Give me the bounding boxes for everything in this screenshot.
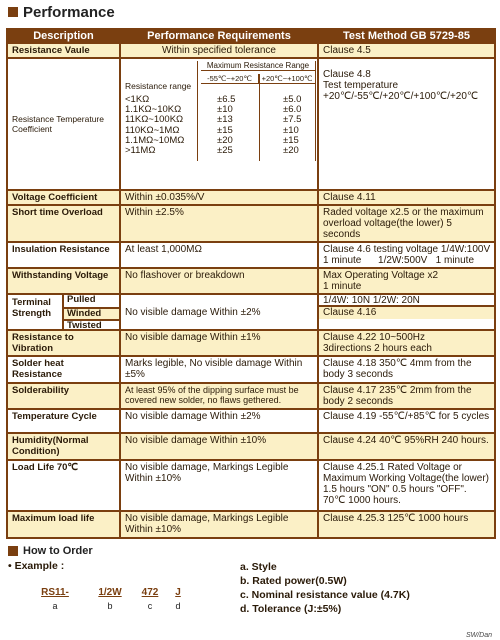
row-name: Solderability xyxy=(7,383,120,409)
table-row xyxy=(7,511,495,538)
row-name: Voltage Coefficient xyxy=(7,190,120,205)
row-name: Humidity(Normal Condition) xyxy=(7,433,120,460)
row-requirement: No visible damage Within ±2% xyxy=(120,294,318,330)
code-letter: b xyxy=(107,601,113,611)
code-part-text: RS11- xyxy=(41,587,69,598)
row-test: Clause 4.5 xyxy=(318,43,495,58)
high-temp-item: ±15 xyxy=(283,134,299,146)
row-test: Raded voltage x2.5 or the maximum overload voltage(the lower) 5 seconds xyxy=(318,205,495,242)
row-requirement: At least 95% of the dipping surface must be covered new solder, no flaws gethered. xyxy=(120,383,318,409)
table-row xyxy=(7,460,495,511)
table-row xyxy=(7,294,495,330)
row-test: Clause 4.25.1 Rated Voltage or Maximum Working Voltage(the lower) 1.5 hours "ON" 0.5 hours "OFF". 70℃ 1000 hours. xyxy=(318,460,495,511)
row-requirement: Within ±2.5% xyxy=(120,205,318,242)
max-range-head: Maximum Resistance Range xyxy=(201,61,315,71)
row-test: Clause 4.19 -55℃/+85℃ for 5 cycles xyxy=(318,409,495,433)
row-name: Terminal Strength xyxy=(12,297,52,319)
legend-item: d. Tolerance (J:±5%) xyxy=(240,603,342,615)
row-test: Clause 4.24 40℃ 95%RH 240 hours. xyxy=(318,433,495,460)
table-row xyxy=(7,190,495,205)
row-name: Resistance Vaule xyxy=(7,43,120,58)
low-temp-item: ±25 xyxy=(217,145,233,157)
code-part-text: 472 xyxy=(141,587,159,598)
table-row xyxy=(7,433,495,460)
row-test: Clause 4.25.3 125℃ 1000 hours xyxy=(318,511,495,538)
code-part-style xyxy=(40,587,70,611)
low-temp-item: ±10 xyxy=(217,104,233,116)
example-label: • Example : xyxy=(8,560,65,572)
row-test: Clause 4.18 350℃ 4mm from the body 3 seconds xyxy=(318,356,495,383)
row-test: Clause 4.6 testing voltage 1/4W:100V 1 minute 1/2W:500V 1 minute xyxy=(318,242,495,268)
low-temp-item: ±20 xyxy=(217,134,233,146)
terminal-sub-pulled: Pulled xyxy=(62,295,119,307)
temp-coeff-subtable xyxy=(120,58,318,190)
section-bullet-icon xyxy=(8,7,18,17)
range-item: 1.1KΩ~10KΩ xyxy=(125,104,182,116)
performance-heading xyxy=(8,3,115,21)
low-temp-item: ±6.5 xyxy=(217,94,236,105)
terminal-test-cell xyxy=(318,294,495,330)
header-test-method: Test Method GB 5729-85 xyxy=(318,29,495,43)
code-part-resistance xyxy=(135,587,165,611)
code-part-text: 1/2W xyxy=(98,587,122,598)
code-letter: c xyxy=(147,601,153,611)
code-part-power xyxy=(95,587,125,611)
row-name: Temperature Cycle xyxy=(7,409,120,433)
row-requirement: No visible damage Within ±2% xyxy=(120,409,318,433)
row-name: Short time Overload xyxy=(7,205,120,242)
divider xyxy=(259,74,260,161)
sub-head-low: -55℃~+20℃ xyxy=(201,74,259,84)
low-temp-item: ±13 xyxy=(217,114,233,126)
terminal-sub-winded: Winded xyxy=(62,307,119,319)
row-requirement: No visible damage, Markings Legible Within ±10% xyxy=(120,511,318,538)
header-requirements: Performance Requirements xyxy=(120,29,318,43)
row-requirement: No visible damage Within ±10% xyxy=(120,433,318,460)
range-item: 11KΩ~100KΩ xyxy=(125,114,184,126)
row-name: Solder heat Resistance xyxy=(7,356,120,383)
range-item: <1KΩ xyxy=(125,94,150,105)
table-row xyxy=(7,330,495,356)
code-letter: d xyxy=(175,601,181,611)
footer-mark: SW/Dan xyxy=(465,632,492,639)
how-to-order-title: How to Order xyxy=(23,545,93,557)
range-item: >11MΩ xyxy=(125,145,156,157)
row-name: Withstanding Voltage xyxy=(7,268,120,294)
code-part-tolerance xyxy=(168,587,188,611)
row-test: Clause 4.8 Test temperature +20℃/-55℃/+20℃/+100℃/+20℃ xyxy=(318,58,495,190)
row-name: Load Life 70℃ xyxy=(7,460,120,511)
row-test: Clause 4.17 235℃ 2mm from the body 2 seconds xyxy=(318,383,495,409)
legend-item: c. Nominal resistance value (4.7K) xyxy=(240,589,410,601)
row-name: Insulation Resistance xyxy=(7,242,120,268)
row-name: Resistance Temperature Coefficient xyxy=(7,58,120,190)
table-header-row xyxy=(7,29,495,43)
row-requirement: No flashover or breakdown xyxy=(120,268,318,294)
row-test: 1/4W: 10N 1/2W: 20N xyxy=(319,295,494,307)
row-requirement: Marks legible, No visible damage Within ±5% xyxy=(120,356,318,383)
table-row xyxy=(7,356,495,383)
range-item: 1.1MΩ~10MΩ xyxy=(125,134,185,146)
range-label: Resistance range xyxy=(125,81,192,91)
row-name: Resistance to Vibration xyxy=(7,330,120,356)
row-test: Clause 4.16 xyxy=(319,307,494,319)
high-temp-list xyxy=(283,95,301,156)
table-row xyxy=(7,205,495,242)
table-row xyxy=(7,43,495,58)
row-requirement: At least 1,000MΩ xyxy=(120,242,318,268)
code-letter: a xyxy=(52,601,58,611)
row-test: Clause 4.22 10~500Hz 3directions 2 hours each xyxy=(318,330,495,356)
row-requirement: No visible damage, Markings Legible Within ±10% xyxy=(120,460,318,511)
row-requirement: Within ±0.035%/V xyxy=(120,190,318,205)
row-requirement: No visible damage Within ±1% xyxy=(120,330,318,356)
table-row xyxy=(7,58,495,190)
range-list xyxy=(125,95,184,156)
row-requirement: Within specified tolerance xyxy=(120,43,318,58)
legend-item: a. Style xyxy=(240,561,277,573)
divider xyxy=(197,61,198,161)
legend-item: b. Rated power(0.5W) xyxy=(240,575,347,587)
terminal-sub-twisted: Twisted xyxy=(62,319,119,331)
divider xyxy=(315,61,316,161)
table-row xyxy=(7,242,495,268)
performance-table xyxy=(6,28,496,539)
header-description: Description xyxy=(7,29,120,43)
low-temp-list xyxy=(217,95,235,156)
sub-head-high: +20℃~+100℃ xyxy=(259,74,315,84)
code-part-text: J xyxy=(175,587,181,598)
high-temp-item: ±5.0 xyxy=(283,94,302,105)
table-row xyxy=(7,268,495,294)
terminal-cell xyxy=(7,294,120,330)
section-title: Performance xyxy=(23,3,115,21)
row-name: Maximum load life xyxy=(7,511,120,538)
table-row xyxy=(7,409,495,433)
terminal-subs xyxy=(62,295,119,331)
row-test: Clause 4.11 xyxy=(318,190,495,205)
high-temp-item: ±7.5 xyxy=(283,114,302,126)
high-temp-item: ±6.0 xyxy=(283,104,302,116)
low-temp-item: ±15 xyxy=(217,124,233,136)
row-test: Max Operating Voltage x2 1 minute xyxy=(318,268,495,294)
how-to-order-heading xyxy=(8,545,93,557)
section-bullet-icon xyxy=(8,546,18,556)
table-row xyxy=(7,383,495,409)
order-legend xyxy=(240,560,410,616)
high-temp-item: ±10 xyxy=(283,124,299,136)
high-temp-item: ±20 xyxy=(283,145,299,157)
range-item: 110KΩ~1MΩ xyxy=(125,124,180,136)
